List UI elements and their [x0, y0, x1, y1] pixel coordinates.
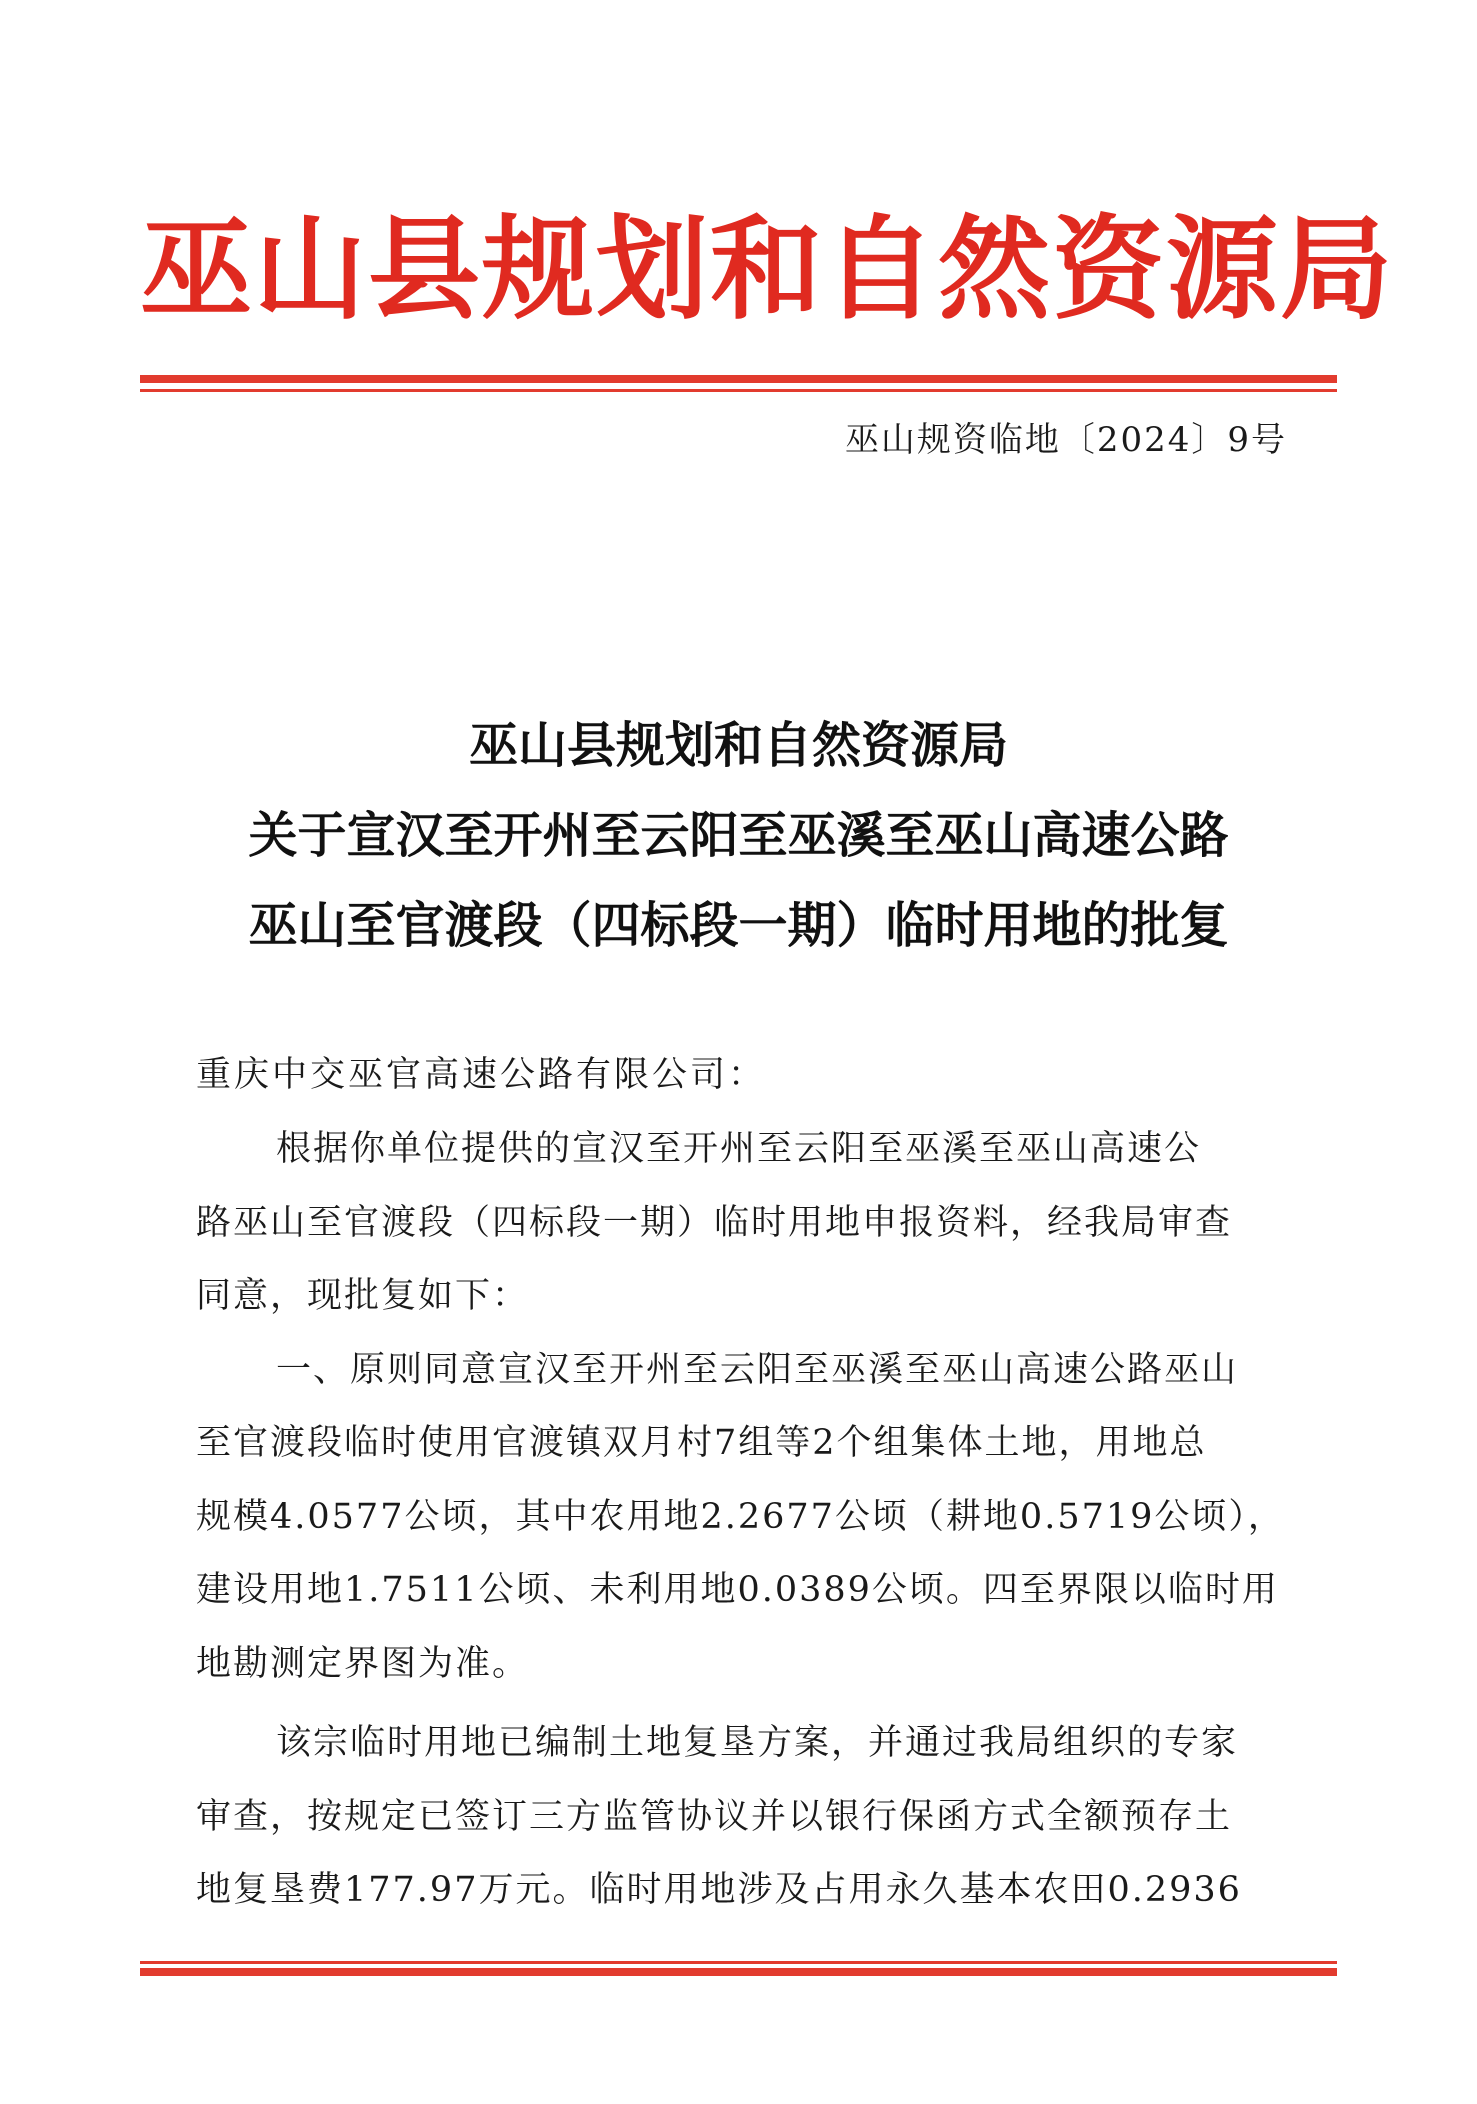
body-line: 路巫山至官渡段（四标段一期）临时用地申报资料，经我局审查 — [196, 1202, 1233, 1243]
addressee: 重庆中交巫官高速公路有限公司： — [196, 1055, 767, 1095]
title-line: 巫山县规划和自然资源局 — [468, 716, 1008, 774]
masthead-divider-thin — [140, 389, 1337, 392]
body-line: 同意，现批复如下： — [196, 1276, 530, 1316]
body-line: 地勘测定界图为准。 — [196, 1643, 530, 1684]
issuer-masthead: 巫山县规划和自然资源局 — [140, 204, 1394, 335]
body-line: 地复垦费177.97万元。临时用地涉及占用永久基本农田0.2936 — [196, 1870, 1242, 1910]
body-line: 至官渡段临时使用官渡镇双月村7组等2个组集体土地，用地总 — [196, 1423, 1207, 1463]
footer-divider-thin — [140, 1961, 1337, 1964]
title-line: 关于宣汉至开州至云阳至巫溪至巫山高速公路 — [248, 806, 1229, 864]
body-line: 根据你单位提供的宣汉至开州至云阳至巫溪至巫山高速公 — [276, 1129, 1202, 1169]
body-line: 审查，按规定已签订三方监管协议并以银行保函方式全额预存土 — [196, 1796, 1233, 1837]
body-line: 建设用地1.7511公顷、未利用地0.0389公顷。四至界限以临时用 — [196, 1570, 1279, 1610]
body-line: 规模4.0577公顷，其中农用地2.2677公顷（耕地0.5719公顷）， — [196, 1496, 1285, 1537]
document-title — [140, 700, 1337, 970]
masthead-divider-thick — [140, 375, 1337, 383]
body-line: 一、原则同意宣汉至开州至云阳至巫溪至巫山高速公路巫山 — [276, 1349, 1239, 1390]
footer-divider-thick — [140, 1968, 1337, 1976]
document-number: 巫山规资临地〔2024〕9号 — [844, 420, 1287, 460]
document-body — [196, 1113, 1296, 1928]
title-line: 巫山至官渡段（四标段一期）临时用地的批复 — [248, 896, 1229, 954]
body-line: 该宗临时用地已编制土地复垦方案，并通过我局组织的专家 — [276, 1723, 1239, 1763]
